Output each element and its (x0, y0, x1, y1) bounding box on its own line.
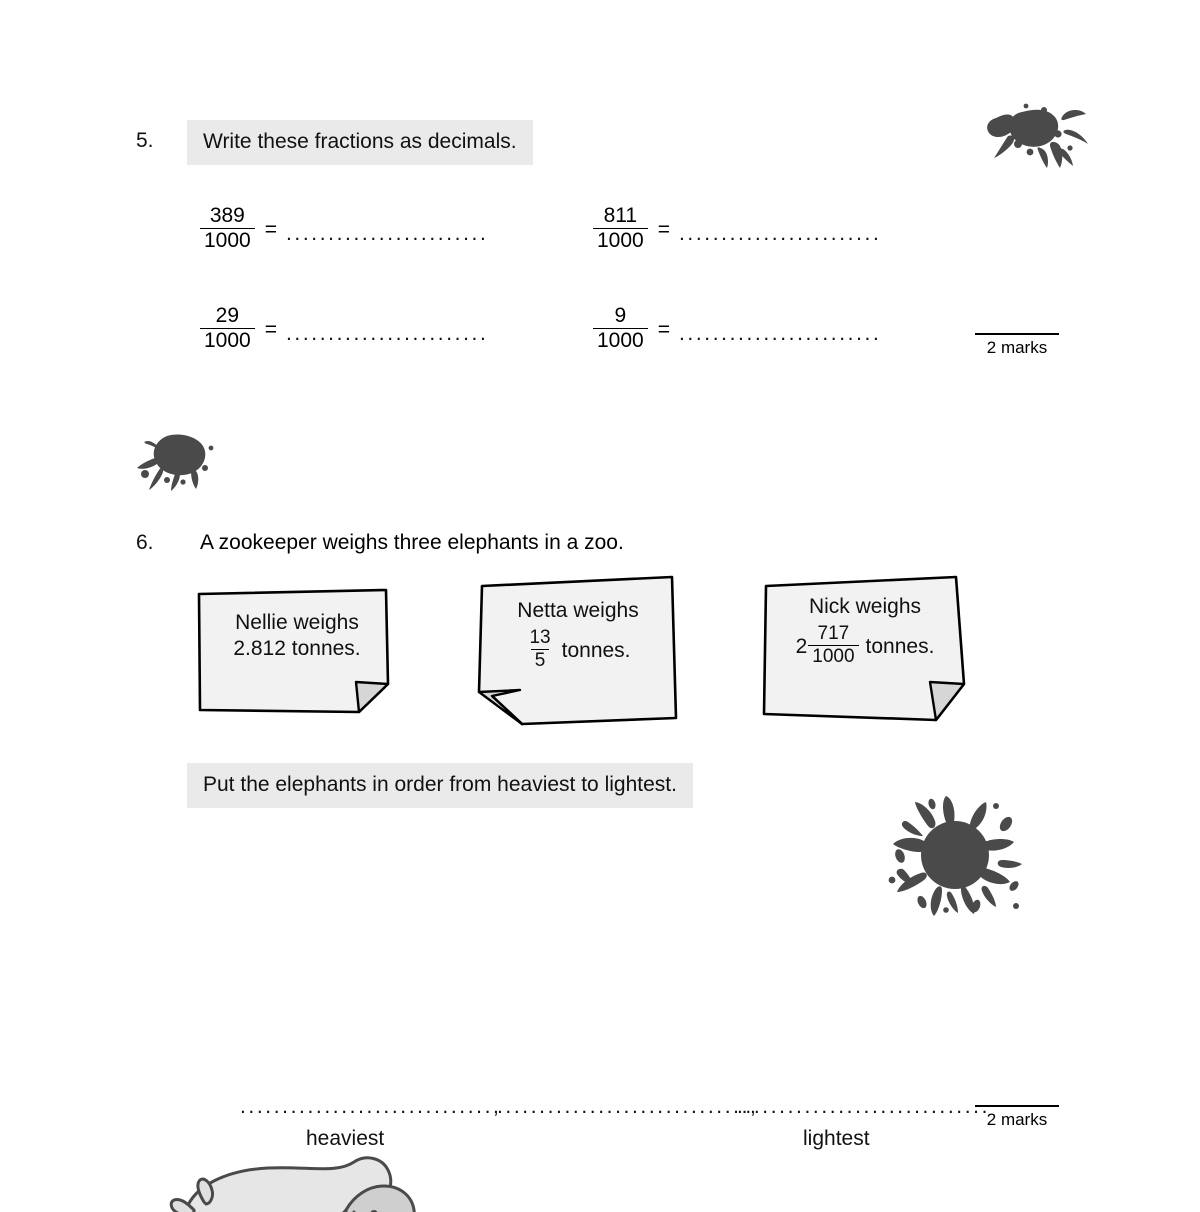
question-5-prompt-band (187, 120, 533, 165)
note-card-nick-shape (758, 572, 972, 724)
fraction-3-numerator: 29 (215, 304, 240, 327)
note-card-nellie (196, 586, 398, 714)
note-card-nick-numerator: 717 (817, 623, 850, 645)
fraction-3 (200, 305, 255, 353)
answer-blank-2[interactable]: .............................., (497, 1095, 759, 1118)
fraction-4-numerator: 9 (614, 304, 627, 327)
fraction-3-denominator: 1000 (200, 328, 255, 352)
answer-blank-1[interactable]: .............................., (240, 1095, 502, 1118)
note-card-netta-denominator: 5 (531, 649, 550, 671)
elephant-illustration (168, 1152, 428, 1212)
question-6-prompt: A zookeeper weighs three elephants in a zoo. (200, 531, 624, 554)
fraction-1-numerator: 389 (209, 204, 245, 227)
note-card-nick-unit: tonnes. (865, 634, 935, 658)
question-6-instruction-text: Put the elephants in order from heaviest to lightest. (187, 763, 693, 808)
answer-label-lightest: lightest (803, 1127, 870, 1150)
fraction-1-answer-blank[interactable]: ........................ (285, 221, 489, 245)
question-number-5: 5. (136, 129, 154, 152)
question-number-6: 6. (136, 531, 154, 554)
fraction-2 (593, 205, 648, 253)
question-6-marks-label: 2 marks (986, 1110, 1048, 1129)
fraction-2-equals: = (657, 217, 670, 241)
fraction-1 (200, 205, 255, 253)
fraction-4 (593, 305, 648, 353)
note-card-nick-whole: 2 (795, 634, 808, 658)
question-5-prompt-text: Write these fractions as decimals. (187, 120, 533, 165)
note-card-nick (758, 572, 972, 724)
fraction-2-numerator: 811 (603, 204, 638, 227)
fraction-3-equals: = (264, 317, 277, 341)
question-6-marks-rule (975, 1105, 1059, 1107)
fraction-4-equals: = (657, 317, 670, 341)
fraction-4-denominator: 1000 (593, 328, 648, 352)
fraction-1-denominator: 1000 (200, 228, 255, 252)
note-card-nellie-line1: Nellie weighs (235, 611, 359, 634)
note-card-netta (474, 572, 682, 728)
ink-splat-large-icon (884, 794, 1026, 916)
note-card-netta-unit: tonnes. (561, 638, 631, 662)
answer-blank-3[interactable]: .............................. (737, 1095, 991, 1118)
fraction-row-4 (593, 305, 881, 353)
fraction-3-answer-blank[interactable]: ........................ (285, 321, 489, 345)
question-5-marks-label: 2 marks (986, 338, 1048, 357)
question-6-instruction-band (187, 763, 693, 808)
answer-label-heaviest: heaviest (306, 1127, 385, 1150)
fraction-row-3 (200, 305, 488, 353)
ink-splat-double-icon (978, 98, 1096, 170)
note-card-netta-line1: Netta weighs (517, 599, 639, 622)
note-card-nick-denominator: 1000 (808, 645, 858, 667)
note-card-nellie-shape (196, 586, 398, 714)
note-card-nellie-line2: 2.812 tonnes. (233, 637, 361, 661)
fraction-1-equals: = (264, 217, 277, 241)
ink-splat-small-icon (133, 428, 225, 492)
question-6-marks (947, 1105, 1087, 1130)
note-card-netta-numerator: 13 (529, 627, 551, 649)
fraction-row-1 (200, 205, 488, 253)
fraction-row-2 (593, 205, 881, 253)
fraction-2-answer-blank[interactable]: ........................ (678, 221, 882, 245)
question-5-marks (947, 333, 1087, 358)
fraction-4-answer-blank[interactable]: ........................ (678, 321, 882, 345)
note-card-netta-shape (474, 572, 682, 728)
fraction-2-denominator: 1000 (593, 228, 648, 252)
note-card-nick-line1: Nick weighs (808, 595, 922, 618)
question-5-marks-rule (975, 333, 1059, 335)
